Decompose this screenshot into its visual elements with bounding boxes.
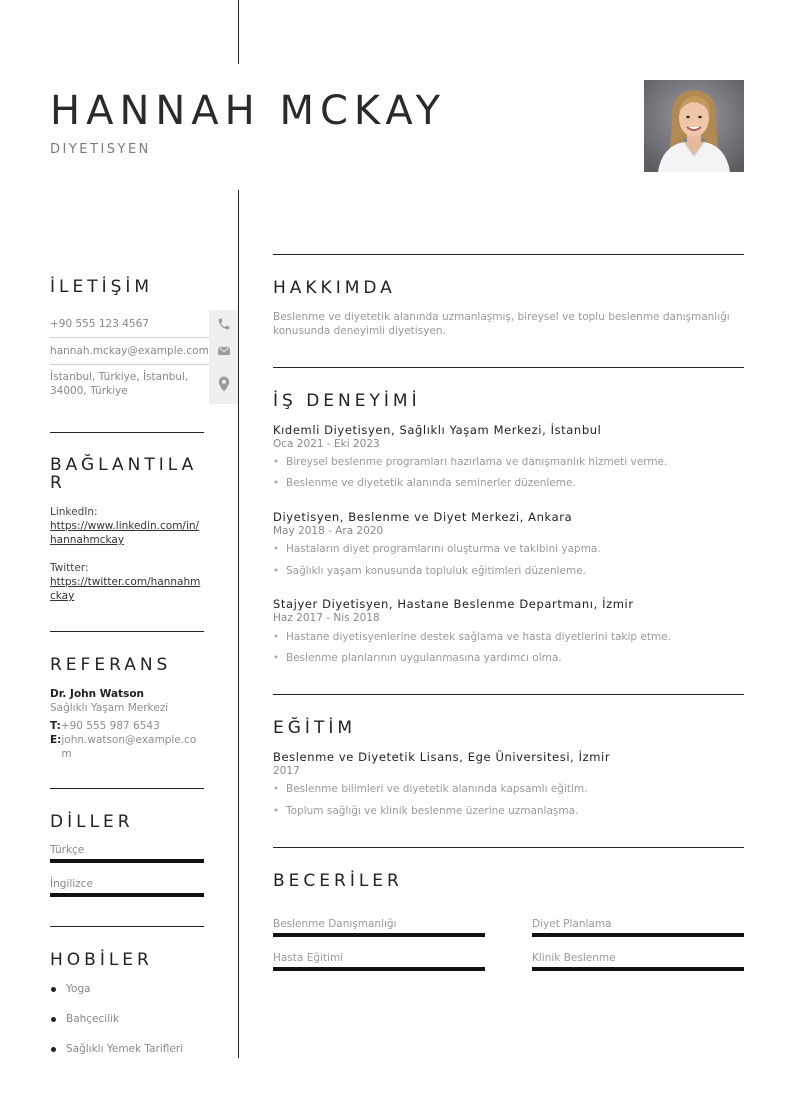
job-bullet-text: Hastaların diyet programlarını oluşturma ve takibini yapma. (286, 543, 601, 555)
links-heading: BAĞLANTILAR (50, 455, 198, 493)
hobby-label: Sağlıklı Yemek Tarifleri (66, 1043, 184, 1055)
skill-name: Diyet Planlama (532, 918, 612, 930)
reference-email-label: E: (50, 734, 62, 746)
about-text: Beslenme ve diyetetik alanında uzmanlaşmış, bireysel ve toplu beslenme danışmanlığı konusunda deneyimli diyetisyen. (273, 311, 730, 337)
hobbies-heading: HOBİLER (50, 950, 153, 970)
section-divider (50, 432, 204, 433)
hobby-label: Yoga (66, 983, 91, 995)
reference-name: Dr. John Watson (50, 688, 145, 700)
vertical-divider-top (238, 0, 239, 64)
hobby-item (50, 983, 91, 995)
hobby-item (50, 1013, 119, 1025)
language-level-bar (50, 859, 204, 863)
education-heading: EĞİTİM (273, 718, 356, 738)
twitter-link[interactable]: https://twitter.com/hannahmckay (50, 576, 201, 602)
profile-photo (644, 80, 744, 172)
bullet-icon (51, 987, 56, 992)
section-divider (273, 694, 744, 695)
profile-photo-image (644, 80, 744, 172)
location-icon (209, 364, 238, 404)
bullet-icon (51, 1017, 56, 1022)
job-date: Haz 2017 - Nis 2018 (273, 612, 380, 624)
job-bullet: • Bireysel beslenme programları hazırlama ve danışmanlık hizmeti verme. (273, 456, 668, 468)
education-year: 2017 (273, 765, 300, 777)
about-heading: HAKKIMDA (273, 278, 396, 298)
reference-phone: +90 555 987 6543 (60, 720, 160, 732)
language-name: İngilizce (50, 878, 93, 890)
job-title: Diyetisyen, Beslenme ve Diyet Merkezi, Ankara (273, 510, 573, 524)
linkedin-label: LinkedIn: (50, 506, 98, 518)
section-divider (50, 631, 204, 632)
job-bullet-text: Beslenme ve diyetetik alanında seminerler düzenleme. (286, 477, 576, 489)
skill-name: Beslenme Danışmanlığı (273, 918, 397, 930)
contact-divider (50, 364, 209, 365)
skill-name: Klinik Beslenme (532, 952, 616, 964)
contact-phone[interactable]: +90 555 123 4567 (50, 318, 149, 330)
hobby-label: Bahçecilik (66, 1013, 120, 1025)
experience-heading: İŞ DENEYİMİ (273, 391, 421, 411)
education-degree: Beslenme ve Diyetetik Lisans, Ege Üniversitesi, İzmir (273, 750, 611, 764)
education-bullet: • Toplum sağlığı ve klinik beslenme üzerine uzmanlaşma. (273, 805, 579, 817)
vertical-divider (238, 190, 239, 1058)
contact-address: İstanbul, Türkiye, İstanbul, 34000, Türkiye (50, 371, 189, 397)
linkedin-link[interactable]: https://www.linkedin.com/in/hannahmckay (50, 520, 200, 546)
contact-divider (50, 337, 209, 338)
skill-level-bar (532, 933, 744, 937)
hobby-item (50, 1043, 183, 1055)
job-date: May 2018 - Ara 2020 (273, 525, 384, 537)
job-bullet-text: Sağlıklı yaşam konusunda topluluk eğitimleri düzenleme. (286, 565, 586, 577)
contact-email[interactable]: hannah.mckay@example.com (50, 345, 209, 357)
skill-level-bar (273, 933, 485, 937)
job-bullet: • Hastane diyetisyenlerine destek sağlama ve hasta diyetlerini takip etme. (273, 631, 671, 643)
job-bullet: • Beslenme ve diyetetik alanında seminerler düzenleme. (273, 477, 576, 489)
phone-icon (209, 310, 238, 337)
languages-heading: DİLLER (50, 812, 134, 832)
job-bullet: • Beslenme planlarının uygulanmasına yardımcı olma. (273, 652, 562, 664)
skill-level-bar (273, 967, 485, 971)
candidate-title: DIYETISYEN (50, 142, 151, 157)
skill-name: Hasta Eğitimi (273, 952, 344, 964)
skill-level-bar (532, 967, 744, 971)
education-bullet-text: Beslenme bilimleri ve diyetetik alanında kapsamlı eğitim. (286, 783, 588, 795)
reference-phone-label: T: (50, 720, 61, 732)
reference-heading: REFERANS (50, 655, 172, 675)
reference-phone-row (50, 719, 160, 733)
reference-company: Sağlıklı Yaşam Merkezi (50, 702, 169, 714)
contact-heading: İLETİŞİM (50, 277, 154, 297)
job-bullet-text: Hastane diyetisyenlerine destek sağlama ve hasta diyetlerini takip etme. (286, 631, 671, 643)
section-divider (273, 367, 744, 368)
education-bullet-text: Toplum sağlığı ve klinik beslenme üzerine uzmanlaşma. (286, 805, 579, 817)
job-bullet-text: Bireysel beslenme programları hazırlama ve danışmanlık hizmeti verme. (286, 456, 668, 468)
job-bullet: • Hastaların diyet programlarını oluşturma ve takibini yapma. (273, 543, 601, 555)
email-icon (209, 337, 238, 364)
section-divider (273, 254, 744, 255)
candidate-name: HANNAH MCKAY (50, 88, 447, 134)
bullet-icon (51, 1047, 56, 1052)
job-date: Oca 2021 - Eki 2023 (273, 438, 380, 450)
job-title: Kıdemli Diyetisyen, Sağlıklı Yaşam Merkezi, İstanbul (273, 423, 602, 437)
section-divider (50, 788, 204, 789)
language-name: Türkçe (50, 844, 85, 856)
skills-heading: BECERİLER (273, 871, 403, 891)
twitter-label: Twitter: (50, 562, 89, 574)
job-bullet-text: Beslenme planlarının uygulanmasına yardımcı olma. (286, 652, 562, 664)
job-title: Stajyer Diyetisyen, Hastane Beslenme Departmanı, İzmir (273, 597, 634, 611)
job-bullet: • Sağlıklı yaşam konusunda topluluk eğitimleri düzenleme. (273, 565, 586, 577)
reference-email-row (50, 733, 202, 761)
education-bullet: • Beslenme bilimleri ve diyetetik alanında kapsamlı eğitim. (273, 783, 588, 795)
language-level-bar (50, 893, 204, 897)
section-divider (273, 847, 744, 848)
section-divider (50, 926, 204, 927)
reference-email[interactable]: john.watson@example.com (61, 734, 197, 760)
